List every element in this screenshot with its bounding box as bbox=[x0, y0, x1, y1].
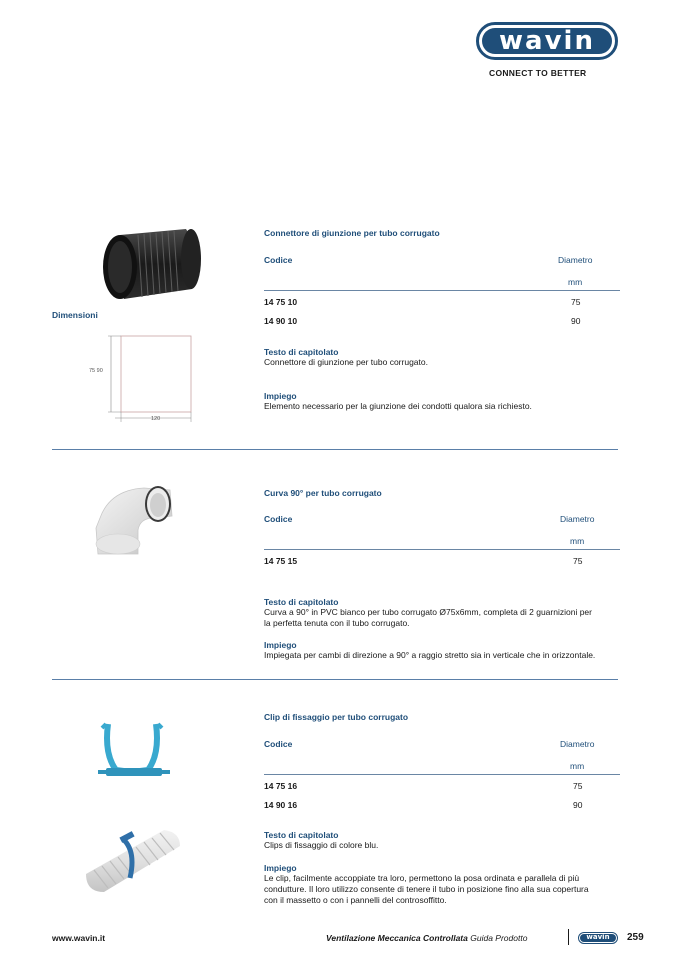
spec-label: Testo di capitolato bbox=[264, 830, 339, 840]
use-text: Impiegata per cambi di direzione a 90° a raggio stretto sia in verticale che in orizzontale. bbox=[264, 650, 596, 660]
section-separator bbox=[52, 449, 618, 450]
footer-doc-title-main: Ventilazione Meccanica Controllata bbox=[326, 933, 468, 943]
connector-image bbox=[98, 225, 206, 305]
use-text-line: Le clip, facilmente accoppiate tra loro, permettono la posa ordinata e parallela di più bbox=[264, 873, 580, 883]
column-diameter-header: Diametro bbox=[560, 514, 595, 524]
unit-label: mm bbox=[570, 761, 585, 771]
column-code-header: Codice bbox=[264, 739, 293, 749]
footer-doc-subtitle: Guida Prodotto bbox=[470, 933, 528, 943]
spec-label: Testo di capitolato bbox=[264, 597, 339, 607]
spec-text-line: Curva a 90° in PVC bianco per tubo corrugato Ø75x6mm, completa di 2 guarnizioni per bbox=[264, 607, 592, 617]
section-separator bbox=[52, 679, 618, 680]
table-row-code: 14 90 16 bbox=[264, 800, 298, 810]
spec-text: Clips di fissaggio di colore blu. bbox=[264, 840, 379, 850]
use-text-line: con il massetto o con i pannelli del controsoffitto. bbox=[264, 895, 447, 905]
footer-logo bbox=[578, 931, 618, 943]
product-title: Connettore di giunzione per tubo corrugato bbox=[264, 228, 440, 238]
table-row-code: 14 75 10 bbox=[264, 297, 298, 307]
table-row-code: 14 75 16 bbox=[264, 781, 298, 791]
product-title: Clip di fissaggio per tubo corrugato bbox=[264, 712, 409, 722]
elbow-image bbox=[92, 484, 178, 556]
unit-label: mm bbox=[568, 277, 583, 287]
tagline: CONNECT TO BETTER bbox=[489, 68, 587, 78]
dimension-drawing bbox=[85, 330, 197, 426]
footer-logo-text: wavin bbox=[586, 933, 610, 941]
clip-image bbox=[98, 718, 170, 782]
use-text: Elemento necessario per la giunzione dei condotti qualora sia richiesto. bbox=[264, 401, 532, 411]
table-header-rule bbox=[264, 549, 620, 550]
use-text-line: condutture. Il loro utilizzo consente di tenere il tubo in posizione fino alla sua copertura bbox=[264, 884, 589, 894]
column-diameter-header: Diametro bbox=[560, 739, 595, 749]
logo-text: wavin bbox=[499, 26, 595, 56]
column-code-header: Codice bbox=[264, 514, 293, 524]
table-header-rule bbox=[264, 774, 620, 775]
page-number: 259 bbox=[627, 932, 644, 943]
table-row-diameter: 75 bbox=[573, 781, 583, 791]
spec-label: Testo di capitolato bbox=[264, 347, 339, 357]
use-label: Impiego bbox=[264, 863, 297, 873]
footer-doc-title bbox=[326, 933, 527, 943]
spec-text: Connettore di giunzione per tubo corrugato. bbox=[264, 357, 428, 367]
drawing-height-label: 75 90 bbox=[89, 368, 103, 374]
footer-website-link[interactable]: www.wavin.it bbox=[52, 933, 106, 943]
table-row-code: 14 75 15 bbox=[264, 556, 298, 566]
table-row-diameter: 90 bbox=[573, 800, 583, 810]
table-row-code: 14 90 10 bbox=[264, 316, 298, 326]
column-code-header: Codice bbox=[264, 255, 293, 265]
column-diameter-header: Diametro bbox=[558, 255, 593, 265]
table-header-rule bbox=[264, 290, 620, 291]
footer-divider bbox=[568, 929, 569, 945]
spec-text-line: la perfetta tenuta con il tubo corrugato. bbox=[264, 618, 410, 628]
use-label: Impiego bbox=[264, 640, 297, 650]
table-row-diameter: 90 bbox=[571, 316, 581, 326]
table-row-diameter: 75 bbox=[571, 297, 581, 307]
use-label: Impiego bbox=[264, 391, 297, 401]
dimensions-label: Dimensioni bbox=[52, 310, 98, 320]
brand-logo bbox=[476, 22, 618, 60]
pipe-with-clip-image bbox=[80, 826, 184, 896]
drawing-width-label: 120 bbox=[151, 416, 161, 422]
table-row-diameter: 75 bbox=[573, 556, 583, 566]
unit-label: mm bbox=[570, 536, 585, 546]
product-title: Curva 90° per tubo corrugato bbox=[264, 488, 382, 498]
